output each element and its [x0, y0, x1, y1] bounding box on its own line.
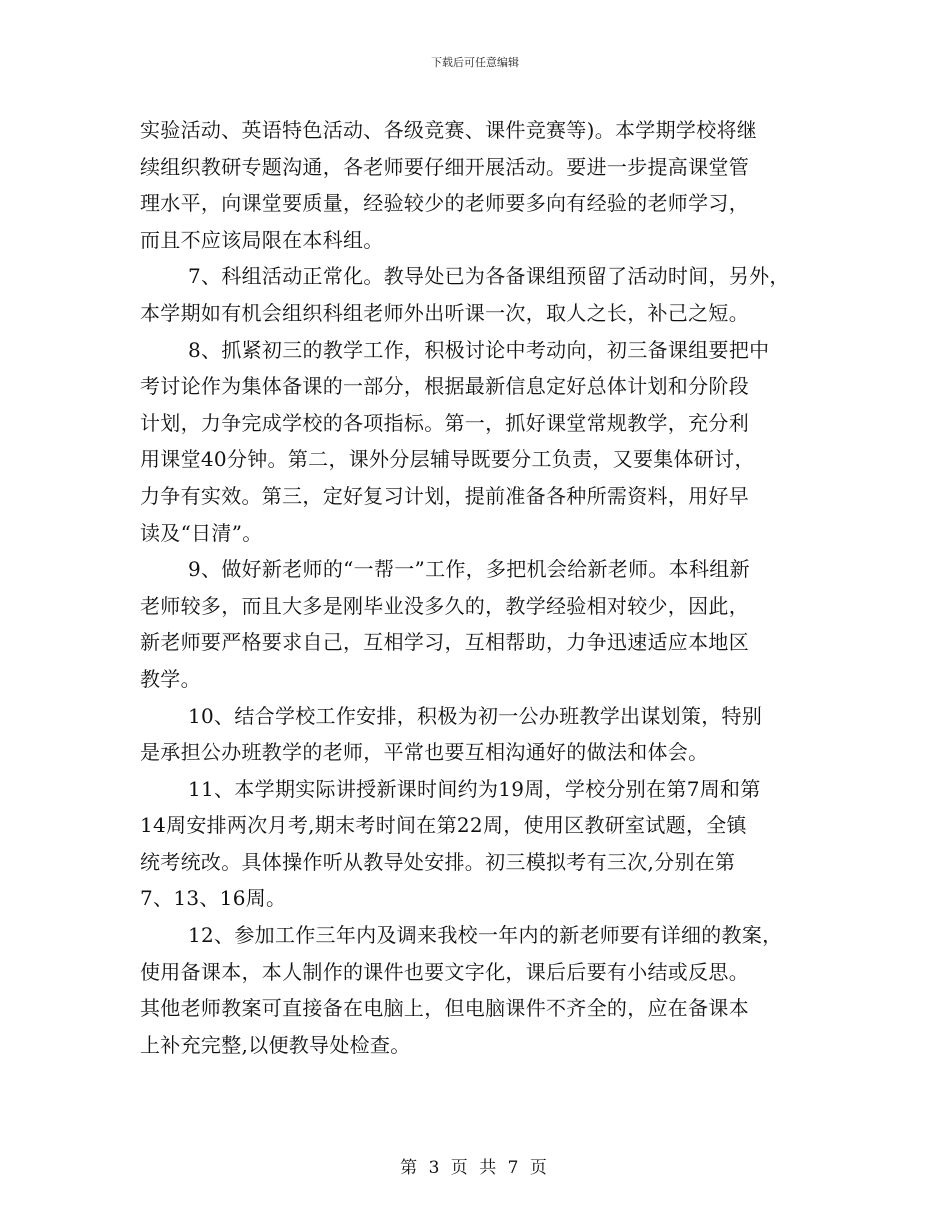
text-line: 上补充完整,以便教导处检查。: [140, 1032, 411, 1057]
text-line: 力争有实效。第三，定好复习计划，提前准备各种所需资料，用好早: [140, 483, 749, 508]
text-line: 而且不应该局限在本科组。: [140, 227, 384, 252]
document-body: [140, 112, 830, 1063]
text-line: 本学期如有机会组织科组老师外出听课一次，取人之长，补己之短。: [140, 300, 749, 325]
text-line: 计划，力争完成学校的各项指标。第一，抓好课堂常规教学，充分利: [140, 410, 749, 435]
text-line: 老师较多，而且大多是刚毕业没多久的，教学经验相对较少，因此，: [140, 593, 749, 618]
text-line: 续组织教研专题沟通，各老师要仔细开展活动。要进一步提高课堂管: [140, 154, 749, 179]
text-line: 14周安排两次月考,期末考时间在第22周，使用区教研室试题，全镇: [140, 813, 747, 838]
text-line: 是承担公办班教学的老师，平常也要互相沟通好的做法和体会。: [140, 740, 709, 765]
text-line: 实验活动、英语特色活动、各级竞赛、课件竞赛等)。本学期学校将继: [140, 118, 758, 142]
text-line: 使用备课本，本人制作的课件也要文字化，课后后要有小结或反思。: [140, 959, 749, 984]
text-line: 11、本学期实际讲授新课时间约为19周，学校分别在第7周和第: [188, 776, 761, 801]
text-line: 新老师要严格要求自己，互相学习，互相帮助，力争迅速适应本地区: [140, 630, 749, 655]
text-line: 12、参加工作三年内及调来我校一年内的新老师要有详细的教案，: [188, 923, 783, 948]
text-line: 9、做好新老师的“一帮一”工作，多把机会给新老师。本科组新: [188, 557, 750, 582]
paragraph-item-10: [140, 698, 830, 771]
text-line: 10、结合学校工作安排，积极为初一公办班教学出谋划策，特别: [188, 703, 763, 728]
text-line: 读及“日清”。: [140, 520, 263, 545]
text-line: 7、科组活动正常化。教导处已为各备课组预留了活动时间，另外，: [188, 264, 790, 289]
paragraph-item-11: [140, 771, 830, 917]
paragraph-item-9: [140, 551, 830, 697]
text-line: 7、13、16周。: [140, 886, 287, 911]
text-line: 理水平，向课堂要质量，经验较少的老师要多向有经验的老师学习，: [140, 191, 749, 216]
text-line: 教学。: [140, 666, 201, 691]
paragraph-item-8: [140, 332, 830, 552]
paragraph-item-7: [140, 258, 830, 331]
page-header: 下载后可任意编辑: [431, 56, 519, 69]
text-line: 其他老师教案可直接备在电脑上，但电脑课件不齐全的，应在备课本: [140, 996, 749, 1021]
text-line: 统考统改。具体操作听从教导处安排。初三模拟考有三次,分别在第: [140, 849, 736, 874]
paragraph-continuation: [140, 112, 830, 258]
paragraph-item-12: [140, 917, 830, 1063]
page-number-footer: 第 3 页 共 7 页: [400, 1158, 550, 1178]
text-line: 用课堂40分钟。第二，课外分层辅导既要分工负责，又要集体研讨，: [140, 447, 755, 472]
text-line: 8、抓紧初三的教学工作，积极讨论中考动向，初三备课组要把中: [188, 337, 770, 362]
text-line: 考讨论作为集体备课的一部分，根据最新信息定好总体计划和分阶段: [140, 374, 749, 399]
